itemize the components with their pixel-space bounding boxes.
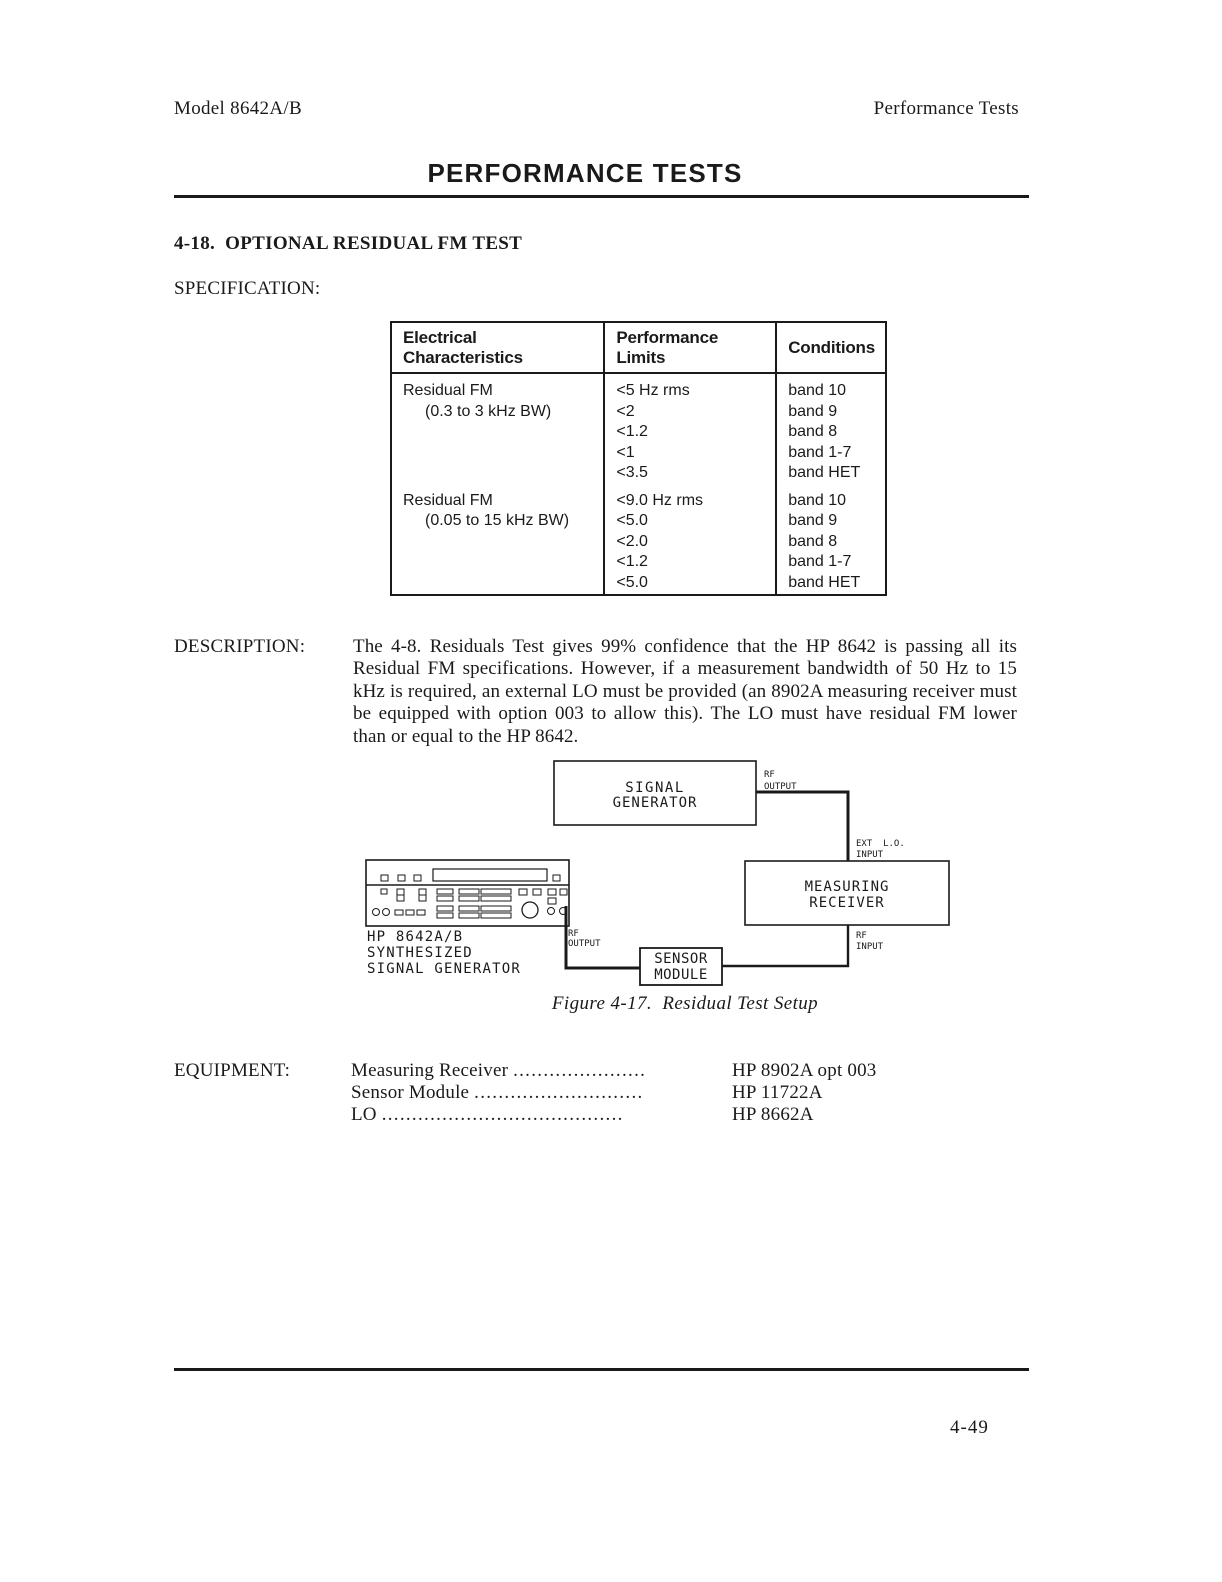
equipment-model: HP 8902A opt 003: [732, 1060, 877, 1081]
condition-value: band 1-7: [788, 553, 852, 570]
rf-output-bottom-label-2: OUTPUT: [568, 939, 601, 949]
condition-value: band HET: [788, 573, 861, 591]
page-title: PERFORMANCE TESTS: [427, 158, 743, 188]
limit-value: <2.0: [616, 532, 648, 550]
equipment-leader-dots: ......................: [513, 1060, 647, 1081]
condition-value: band 8: [788, 532, 838, 550]
specification-label: SPECIFICATION:: [174, 278, 321, 299]
equipment-model: HP 11722A: [732, 1082, 823, 1103]
rf-output-top-label-2: OUTPUT: [764, 782, 797, 792]
lo-cable: [756, 792, 848, 861]
sensor-module-label-2: MODULE: [654, 967, 708, 983]
equipment-model: HP 8662A: [732, 1104, 814, 1125]
figure-caption: Figure 4-17. Residual Test Setup: [551, 993, 819, 1014]
header-section: Performance Tests: [873, 98, 1019, 119]
sensor-receiver-cable: [722, 925, 848, 966]
synthesizer-front-panel: [366, 860, 569, 926]
rf-input-label-2: INPUT: [856, 942, 884, 952]
ext-lo-input-label-2: INPUT: [856, 850, 884, 860]
column-header: Electrical Characteristics: [391, 322, 604, 373]
rf-output-top-label-1: RF: [764, 770, 775, 780]
equipment-name: LO: [351, 1104, 377, 1125]
limit-value: <1.2: [616, 553, 648, 570]
footer-rule: [174, 1368, 1029, 1371]
rf-output-bottom-label-1: RF: [568, 929, 579, 939]
column-header: Conditions: [776, 322, 886, 373]
condition-value: band HET: [788, 464, 861, 481]
characteristic-name: Residual FM: [403, 382, 493, 399]
measuring-receiver-label-1: MEASURING: [804, 879, 890, 895]
equipment-name: Sensor Module: [351, 1082, 470, 1103]
characteristic-bandwidth: (0.05 to 15 kHz BW): [425, 512, 570, 529]
equipment-leader-dots: ............................: [474, 1082, 644, 1103]
equipment-item: [351, 1104, 624, 1126]
column-header: Performance Limits: [604, 322, 776, 373]
limit-value: <3.5: [616, 464, 648, 481]
description-label: DESCRIPTION:: [174, 636, 306, 657]
condition-value: band 9: [788, 402, 838, 420]
rf-input-label-1: RF: [856, 931, 867, 941]
sensor-module-label-1: SENSOR: [654, 951, 708, 967]
equipment-item: [351, 1060, 646, 1082]
description-text: The 4-8. Residuals Test gives 99% confidence that the HP 8642 is passing all its Residual FM specifications. However, if a measurement bandwidth of 50 Hz to 15 kHz is required, an external LO must be provided (an 8902A measuring receiver must be equipped with option 003 to allow this). The LO must have residual FM lower than or equal to the HP 8642.: [353, 636, 1017, 747]
limit-value: <1: [616, 443, 635, 461]
equipment-leader-dots: ........................................: [381, 1104, 624, 1125]
characteristic-bandwidth: (0.3 to 3 kHz BW): [425, 402, 552, 420]
limit-value: <1.2: [616, 423, 648, 440]
synth-label-2: SYNTHESIZED: [367, 945, 473, 961]
limit-value: <5.0: [616, 512, 648, 529]
limit-value: <5 Hz rms: [616, 382, 690, 399]
condition-value: band 10: [788, 382, 847, 399]
limit-value: <2: [616, 402, 635, 420]
condition-value: band 10: [788, 491, 847, 509]
signal-generator-label-1: SIGNAL: [625, 780, 685, 796]
condition-value: band 1-7: [788, 443, 852, 461]
equipment-name: Measuring Receiver: [351, 1060, 509, 1081]
signal-generator-label-2: GENERATOR: [612, 795, 698, 811]
limit-value: <5.0: [616, 573, 648, 591]
equipment-label: EQUIPMENT:: [174, 1060, 291, 1081]
limit-value: <9.0 Hz rms: [616, 491, 704, 509]
condition-value: band 8: [788, 423, 838, 440]
ext-lo-input-label-1: EXT L.O.: [856, 839, 905, 849]
header-model: Model 8642A/B: [174, 98, 302, 119]
synth-label-3: SIGNAL GENERATOR: [367, 961, 522, 977]
section-heading: 4-18. OPTIONAL RESIDUAL FM TEST: [174, 233, 523, 254]
synth-label-1: HP 8642A/B: [367, 929, 464, 945]
condition-value: band 9: [788, 512, 838, 529]
measuring-receiver-label-2: RECEIVER: [809, 895, 885, 911]
characteristic-name: Residual FM: [403, 491, 493, 509]
page-number: 4-49: [950, 1417, 989, 1438]
equipment-item: [351, 1082, 644, 1104]
